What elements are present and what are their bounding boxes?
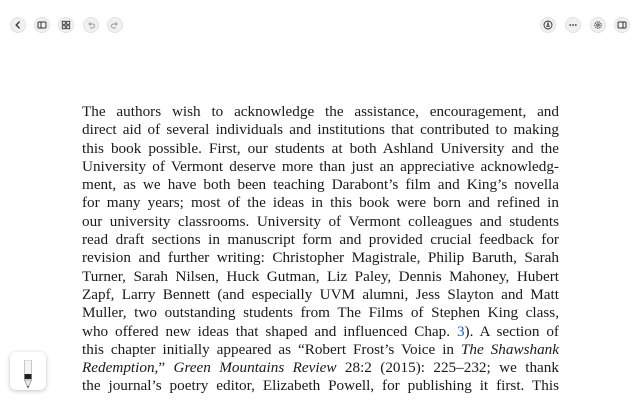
text-line: our university classrooms. University of Vermont colleagues and students — [82, 212, 559, 230]
settings-icon[interactable] — [590, 17, 606, 33]
text-segment: 28:2 (2015): 225–232; we thank — [336, 359, 559, 377]
text-segment: ). A section of — [464, 322, 559, 340]
text-line — [82, 359, 559, 377]
text-segment: who offered new ideas that shaped and influenced Chap. — [82, 322, 457, 340]
sidebar-icon[interactable] — [34, 17, 50, 33]
italic-title: The Shawshank — [460, 340, 560, 358]
text-line: for many years; most of the ideas in this book were born and refined in — [82, 194, 559, 212]
text-line: Muller, two outstanding students from The Films of Stephen King class, — [82, 304, 559, 322]
panel-icon[interactable] — [614, 17, 630, 33]
text-line: Turner, Sarah Nilsen, Huck Gutman, Liz Paley, Dennis Mahoney, Hubert — [82, 267, 559, 285]
redo-icon[interactable] — [107, 17, 123, 33]
pen-tool-button[interactable] — [10, 352, 46, 390]
text-line — [82, 341, 559, 359]
text-segment: ,” — [154, 359, 174, 377]
text-segment: this chapter initially appeared as “Robert Frost’s Voice in — [82, 340, 461, 358]
more-icon[interactable] — [565, 17, 581, 33]
back-icon[interactable] — [10, 17, 26, 33]
text-line: revision and further writing: Christopher Magistrale, Philip Baruth, Sarah — [82, 249, 559, 267]
italic-title: Redemption — [82, 359, 155, 377]
text-line: University of Vermont deserve more than just an appreciative acknowledg- — [82, 157, 559, 175]
text-line: this book possible. First, our students at both Ashland University and the — [82, 139, 559, 157]
text-line — [82, 323, 559, 341]
grid-icon[interactable] — [58, 17, 74, 33]
text-line: the journal’s poetry editor, Elizabeth Powell, for publishing it first. This — [82, 377, 559, 395]
text-line: ment, as we have both been teaching Darabont’s film and King’s novella — [82, 176, 559, 194]
text-line: The authors wish to acknowledge the assistance, encouragement, and — [82, 103, 559, 120]
text-line: Zapf, Larry Bennett (and especially UVM alumni, Jess Slayton and Matt — [82, 285, 559, 303]
document-page — [82, 103, 559, 396]
text-line: read draft sections in manuscript form and provided crucial feedback for — [82, 231, 559, 249]
undo-icon[interactable] — [83, 17, 99, 33]
text-line: direct aid of several individuals and institutions that contributed to making — [82, 121, 559, 139]
italic-journal: Green Mountains Review — [173, 359, 337, 377]
chapter-link[interactable]: 3 — [456, 322, 465, 340]
toolbar — [0, 0, 640, 48]
markup-icon[interactable] — [540, 17, 556, 33]
pen-icon — [20, 360, 36, 390]
